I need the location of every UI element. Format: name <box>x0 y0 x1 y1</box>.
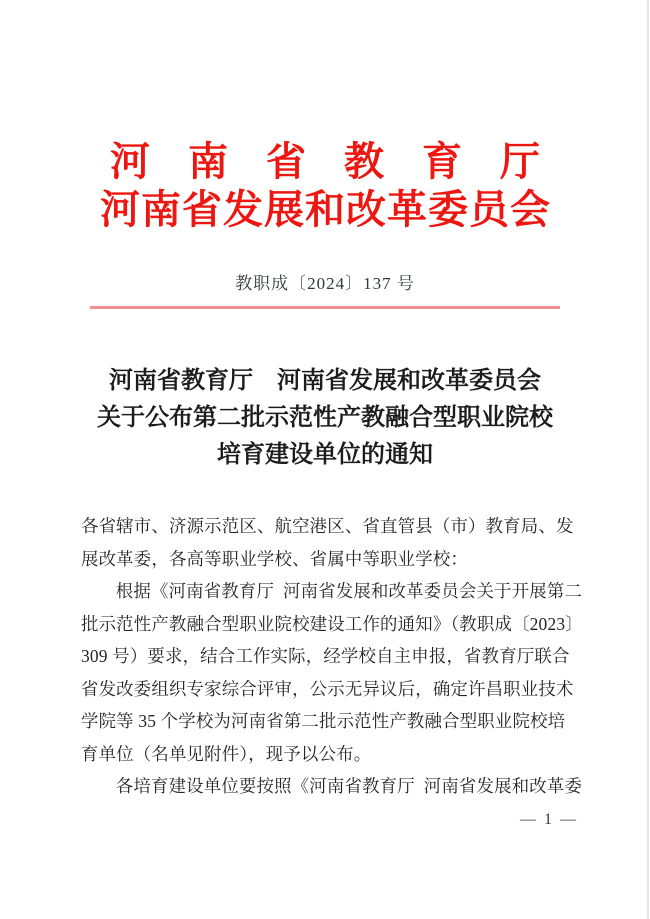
page-number: — 1 — <box>520 811 578 828</box>
body-line: 学院等 35 个学校为河南省第二批示范性产教融合型职业院校培 <box>81 711 566 731</box>
letterhead-agency-1: 河南省教育厅 <box>110 139 578 184</box>
document-title-line-2: 关于公布第二批示范性产教融合型职业院校 <box>97 405 553 431</box>
letterhead <box>0 138 650 234</box>
document-title <box>0 363 650 474</box>
body-line: 省发改委组织专家综合评审，公示无异议后，确定许昌职业技术 <box>81 678 574 699</box>
letterhead-divider-rule <box>90 306 560 309</box>
body-line: 育单位（名单见附件），现予以公布。 <box>81 743 372 764</box>
body-line: 批示范性产教融合型职业院校建设工作的通知》（教职成〔2023〕 <box>81 613 583 634</box>
document-number: 教职成〔2024〕137 号 <box>235 274 415 293</box>
document-body <box>81 510 583 803</box>
body-line: 根据《河南省教育厅 河南省发展和改革委员会关于开展第二 <box>115 581 583 601</box>
document-title-line-3: 培育建设单位的通知 <box>217 442 433 468</box>
page-right-edge <box>647 0 649 919</box>
body-line: 展改革委，各高等职业学校、省属中等职业学校： <box>81 548 468 569</box>
body-line: 各省辖市、济源示范区、航空港区、省直管县（市）教育局、发 <box>81 516 574 536</box>
document-title-line-1: 河南省教育厅 河南省发展和改革委员会 <box>109 368 541 394</box>
body-line: 各培育建设单位要按照《河南省教育厅 河南省发展和改革委 <box>115 776 583 796</box>
body-line: 309 号）要求，结合工作实际，经学校自主申报，省教育厅联合 <box>81 646 570 666</box>
letterhead-agency-2: 河南省发展和改革委员会 <box>100 187 551 232</box>
